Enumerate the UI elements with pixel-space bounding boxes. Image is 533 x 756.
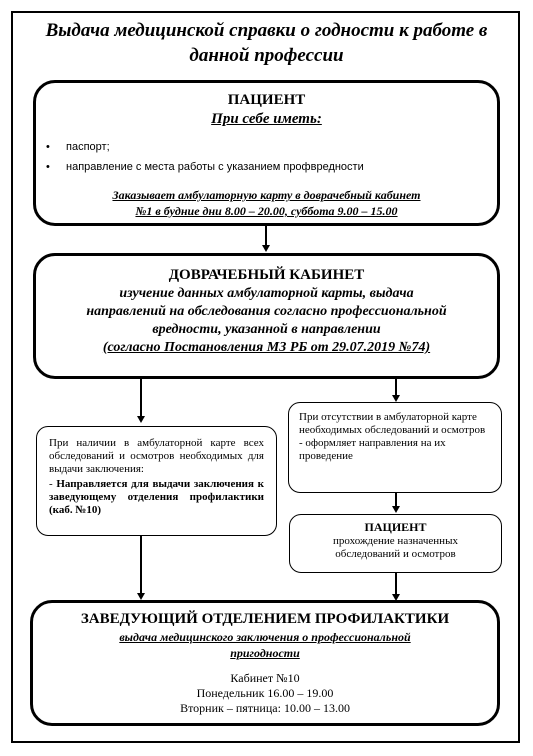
patient-exam-box bbox=[289, 514, 502, 573]
head-prevention-box bbox=[30, 600, 500, 726]
bullet-icon: • bbox=[46, 161, 50, 173]
head-prevention-line-1: выдача медицинского заключения о профессиональной bbox=[119, 630, 411, 644]
list-item bbox=[46, 137, 497, 157]
connector-line bbox=[140, 379, 142, 417]
documents-list bbox=[36, 137, 497, 177]
branch-left-action: Направляется для выдачи заключения к заведующему отделения профилактики (каб. №10) bbox=[49, 478, 264, 516]
list-item-text: паспорт; bbox=[66, 141, 110, 153]
prenursing-heading: ДОВРАЧЕБНЫЙ КАБИНЕТ bbox=[168, 267, 365, 283]
arrow-down-icon bbox=[137, 593, 145, 600]
patient-exam-line-1: прохождение назначенных bbox=[333, 535, 458, 547]
list-item-text: направление с места работы с указанием профвредности bbox=[66, 161, 364, 173]
bullet-icon: • bbox=[46, 141, 50, 153]
prenursing-line-4: (согласно Постановления МЗ РБ от 29.07.2019 №74) bbox=[102, 340, 431, 355]
branch-left-box bbox=[36, 426, 277, 536]
list-item bbox=[46, 157, 497, 177]
branch-left-text: При наличии в амбулаторной карте всех обследований и осмотров необходимых для выдачи заключения: bbox=[49, 437, 264, 475]
head-prevention-line-2: пригодности bbox=[230, 646, 300, 660]
connector-line bbox=[395, 493, 397, 507]
patient-subheading: При себе иметь: bbox=[211, 111, 322, 127]
branch-right-box bbox=[288, 402, 502, 493]
room-number: Кабинет №10 bbox=[230, 671, 300, 685]
arrow-down-icon bbox=[392, 506, 400, 513]
arrow-down-icon bbox=[262, 245, 270, 252]
patient-heading: ПАЦИЕНТ bbox=[227, 92, 306, 108]
head-prevention-heading: ЗАВЕДУЮЩИЙ ОТДЕЛЕНИЕМ ПРОФИЛАКТИКИ bbox=[80, 611, 450, 627]
connector-line bbox=[265, 226, 267, 246]
patient-exam-heading: ПАЦИЕНТ bbox=[364, 520, 427, 534]
prenursing-box bbox=[33, 253, 500, 379]
page-title: Выдача медицинской справки о годности к работе в данной профессии bbox=[45, 20, 488, 66]
connector-line bbox=[140, 536, 142, 594]
branch-right-text: При отсутствии в амбулаторной карте необходимых обследований и осмотров bbox=[299, 411, 486, 436]
branch-left-dash: - bbox=[49, 478, 57, 490]
patient-exam-line-2: обследований и осмотров bbox=[335, 548, 456, 560]
prenursing-line-2: направлений на обследования согласно профессиональной bbox=[86, 304, 447, 319]
patient-box bbox=[33, 80, 500, 226]
prenursing-line-3: вредности, указанной в направлении bbox=[152, 322, 381, 337]
patient-note-line-2: №1 в будние дни 8.00 – 20.00, суббота 9.00 – 15.00 bbox=[135, 204, 398, 218]
arrow-down-icon bbox=[392, 395, 400, 402]
patient-note-line-1: Заказывает амбулаторную карту в доврачебный кабинет bbox=[112, 188, 421, 202]
connector-line bbox=[395, 379, 397, 396]
prenursing-line-1: изучение данных амбулаторной карты, выдача bbox=[119, 286, 414, 301]
arrow-down-icon bbox=[137, 416, 145, 423]
connector-line bbox=[395, 573, 397, 595]
branch-right-action: - оформляет направления на их проведение bbox=[299, 437, 446, 462]
hours-tue-fri: Вторник – пятница: 10.00 – 13.00 bbox=[180, 701, 350, 715]
hours-monday: Понедельник 16.00 – 19.00 bbox=[196, 686, 334, 700]
